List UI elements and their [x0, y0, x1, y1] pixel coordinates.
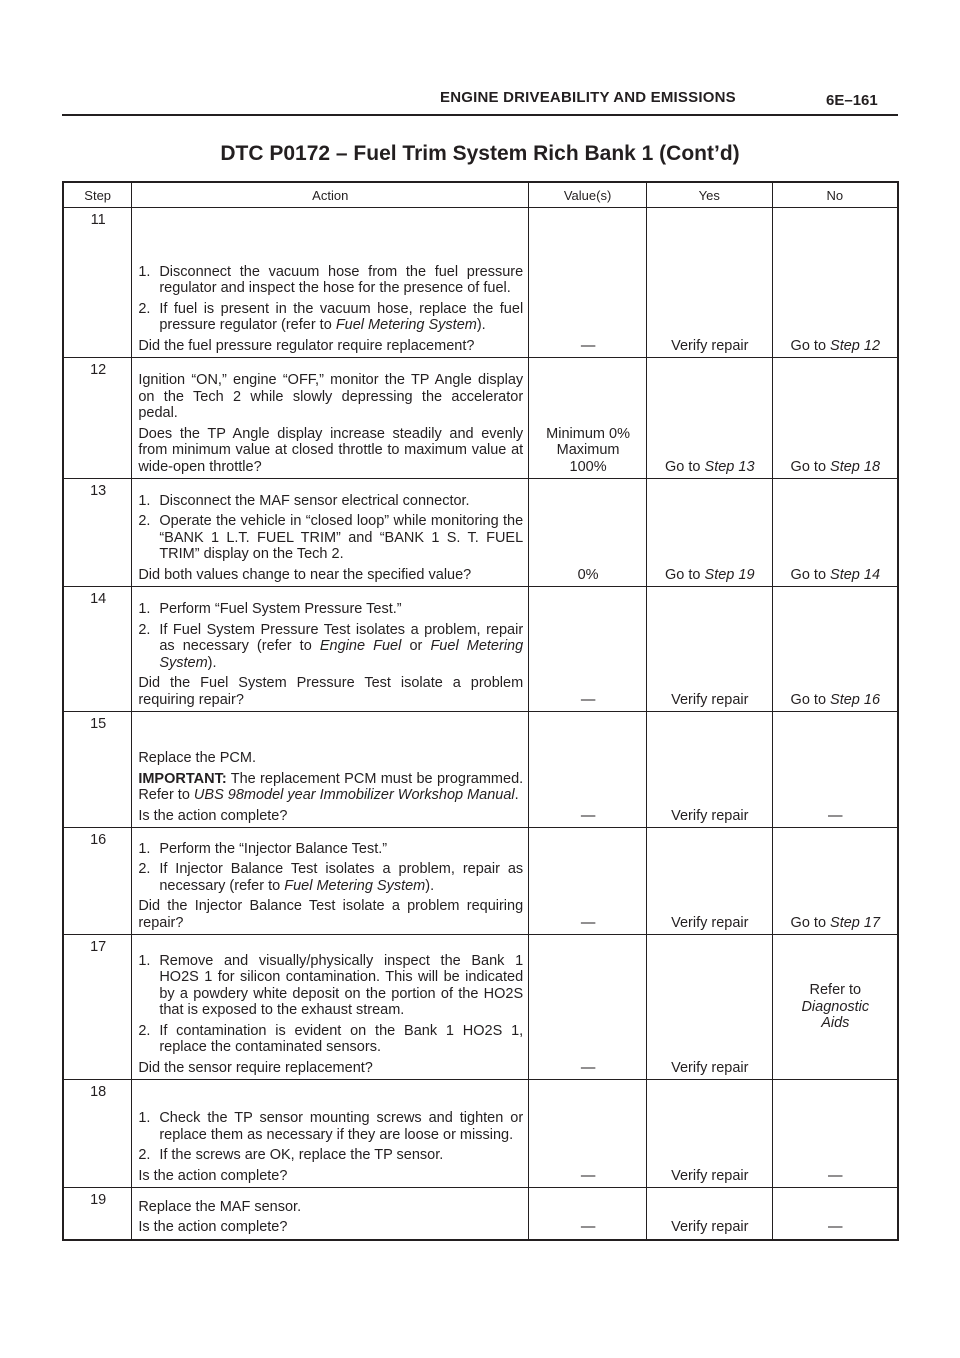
item-text: If the screws are OK, replace the TP sensor.	[159, 1147, 444, 1163]
action-question: Did the fuel pressure regulator require replacement?	[138, 337, 475, 354]
step-reference: Step 18	[830, 458, 881, 475]
step-number: 17	[63, 935, 132, 1080]
action-item	[138, 953, 523, 1019]
action-item	[138, 493, 523, 510]
table-row	[63, 1080, 898, 1188]
no-cell	[772, 828, 898, 935]
step-number: 13	[63, 479, 132, 587]
important-note	[138, 771, 523, 804]
page-number: 6E–161	[826, 92, 878, 109]
text-fragment: Go to	[790, 566, 831, 583]
item-number: 1.	[138, 492, 151, 509]
no-cell	[772, 935, 898, 1080]
action-text: Replace the MAF sensor.	[138, 1198, 302, 1215]
table-row	[63, 358, 898, 479]
column-header-no: No	[772, 182, 898, 208]
item-text: Perform “Fuel System Pressure Test.”	[159, 601, 402, 617]
text-fragment: or	[401, 638, 431, 654]
text-fragment: Refer to	[809, 982, 862, 999]
action-question: Did the Injector Balance Test isolate a problem requiring repair?	[138, 898, 524, 931]
no-cell: —	[772, 712, 898, 828]
manual-reference: UBS 98model year Immobilizer Workshop Manual	[193, 787, 515, 803]
no-cell	[772, 479, 898, 587]
text-fragment: Go to	[665, 566, 705, 583]
action-item	[138, 1023, 523, 1056]
action-question: Is the action complete?	[138, 1219, 288, 1235]
item-text: If contamination is evident on the Bank 1 HO2S 1, replace the contaminated sensors.	[159, 1022, 524, 1055]
column-header-step: Step	[63, 182, 132, 208]
table-row	[63, 828, 898, 935]
column-header-values: Value(s)	[529, 182, 647, 208]
table-row	[63, 712, 898, 828]
step-number: 14	[63, 587, 132, 712]
action-cell	[132, 1080, 529, 1188]
text-fragment: ).	[425, 877, 435, 894]
table-header-row	[63, 182, 898, 208]
value-line: Minimum 0%	[546, 425, 630, 442]
yes-cell: Verify repair	[646, 1080, 772, 1188]
value-cell: —	[529, 1188, 647, 1240]
yes-cell	[646, 358, 772, 479]
step-number: 11	[63, 208, 132, 358]
item-number: 2.	[138, 300, 151, 317]
value-line: Maximum	[556, 442, 620, 458]
item-text: Disconnect the MAF sensor electrical connector.	[159, 492, 470, 509]
no-cell	[772, 358, 898, 479]
action-text: Replace the PCM.	[138, 750, 256, 766]
text-fragment: .	[514, 787, 519, 803]
yes-cell: Verify repair	[646, 587, 772, 712]
manual-reference: Fuel Metering System	[159, 638, 524, 671]
text-fragment: If Injector Balance Test isolates a problem, repair as necessary (refer to	[159, 861, 524, 894]
action-item	[138, 513, 523, 563]
step-reference: Step 17	[830, 914, 881, 931]
action-item	[138, 601, 523, 618]
value-line: 100%	[569, 458, 607, 475]
step-number: 15	[63, 712, 132, 828]
diagnostic-table	[62, 181, 899, 1241]
action-cell	[132, 587, 529, 712]
action-cell	[132, 358, 529, 479]
value-cell: —	[529, 1080, 647, 1188]
item-number: 1.	[138, 952, 151, 969]
no-cell	[772, 587, 898, 712]
action-item	[138, 301, 523, 334]
important-label: IMPORTANT:	[138, 770, 227, 787]
item-text	[159, 622, 523, 672]
yes-cell	[646, 479, 772, 587]
item-number: 2.	[138, 621, 151, 638]
action-question: Did the Fuel System Pressure Test isolate a problem requiring repair?	[138, 675, 524, 708]
table-row	[63, 1188, 898, 1240]
action-question: Does the TP Angle display increase steadily and evenly from minimum value at closed throttle to maximum value at wide-open throttle?	[138, 425, 524, 475]
table-row	[63, 479, 898, 587]
action-text: Ignition “ON,” engine “OFF,” monitor the TP Angle display on the Tech 2 while slowly depressing the accelerator pedal.	[138, 372, 524, 421]
header-rule	[62, 114, 898, 116]
action-item	[138, 861, 523, 894]
action-item	[138, 1147, 523, 1164]
action-question: Is the action complete?	[138, 807, 288, 824]
manual-reference: Fuel Metering System	[284, 877, 426, 894]
action-question: Did both values change to near the specified value?	[138, 566, 472, 583]
text-fragment: If fuel is present in the vacuum hose, replace the fuel pressure regulator (refer to	[159, 300, 524, 333]
item-number: 1.	[138, 263, 151, 280]
step-reference: Step 19	[704, 566, 755, 583]
manual-reference: Diagnostic Aids	[801, 998, 870, 1032]
yes-cell: Verify repair	[646, 935, 772, 1080]
document-title: DTC P0172 – Fuel Trim System Rich Bank 1 (Cont’d)	[220, 142, 740, 165]
item-number: 1.	[138, 840, 151, 857]
yes-cell: Verify repair	[646, 1188, 772, 1240]
item-number: 2.	[138, 1147, 151, 1163]
action-cell	[132, 479, 529, 587]
item-number: 2.	[138, 1022, 151, 1039]
column-header-action: Action	[132, 182, 529, 208]
action-question: Is the action complete?	[138, 1167, 288, 1184]
manual-reference: Fuel Metering System	[335, 317, 477, 333]
value-cell	[529, 358, 647, 479]
yes-cell: Verify repair	[646, 208, 772, 358]
text-fragment: Go to	[790, 914, 831, 931]
item-number: 2.	[138, 513, 151, 529]
manual-reference: Engine Fuel	[319, 638, 402, 654]
no-cell: —	[772, 1188, 898, 1240]
text-fragment: ).	[476, 317, 486, 333]
value-cell: —	[529, 712, 647, 828]
value-cell: —	[529, 208, 647, 358]
step-reference: Step 14	[830, 566, 881, 583]
step-reference: Step 12	[830, 337, 881, 354]
step-reference: Step 13	[704, 458, 755, 475]
item-number: 2.	[138, 861, 151, 877]
text-fragment: Go to	[665, 458, 705, 475]
section-title: ENGINE DRIVEABILITY AND EMISSIONS	[440, 89, 736, 106]
step-number: 19	[63, 1188, 132, 1240]
text-fragment: Go to	[790, 458, 831, 475]
action-item	[138, 264, 523, 297]
text-fragment: If Fuel System Pressure Test isolates a problem, repair as necessary (refer to	[159, 621, 524, 654]
action-cell	[132, 828, 529, 935]
value-cell: 0%	[529, 479, 647, 587]
item-text: Operate the vehicle in “closed loop” while monitoring the “BANK 1 L.T. FUEL TRIM” and “BANK 1 S. T. FUEL TRIM” display on the Tech 2.	[159, 513, 524, 562]
item-text	[159, 861, 523, 894]
item-number: 1.	[138, 601, 151, 617]
table-row	[63, 208, 898, 358]
step-reference: Step 16	[830, 691, 881, 708]
item-text: Remove and visually/physically inspect the Bank 1 HO2S 1 for silicon contamination. This will be indicated by a powdery white deposit on the portion of the HO2S that is exposed to the exhaust stream.	[159, 952, 524, 1018]
column-header-yes: Yes	[646, 182, 772, 208]
item-text: Check the TP sensor mounting screws and tighten or replace them as necessary if they are loose or missing.	[159, 1110, 524, 1143]
value-cell: —	[529, 828, 647, 935]
step-number: 12	[63, 358, 132, 479]
action-item	[138, 1110, 523, 1143]
action-item	[138, 841, 523, 858]
item-text	[159, 301, 523, 334]
action-cell	[132, 712, 529, 828]
item-text: Perform the “Injector Balance Test.”	[159, 840, 388, 857]
item-number: 1.	[138, 1110, 151, 1126]
value-cell: —	[529, 935, 647, 1080]
no-cell	[772, 208, 898, 358]
no-cell: —	[772, 1080, 898, 1188]
text-fragment: The replacement PCM must be programmed. Refer to	[138, 770, 524, 803]
table-row	[63, 935, 898, 1080]
step-number: 16	[63, 828, 132, 935]
text-fragment: ).	[207, 654, 217, 671]
step-number: 18	[63, 1080, 132, 1188]
item-text: Disconnect the vacuum hose from the fuel pressure regulator and inspect the hose for the presence of fuel.	[159, 263, 524, 296]
text-fragment: Go to	[790, 691, 831, 708]
action-cell	[132, 1188, 529, 1240]
yes-cell: Verify repair	[646, 828, 772, 935]
action-cell	[132, 935, 529, 1080]
action-question: Did the sensor require replacement?	[138, 1059, 373, 1076]
text-fragment: Go to	[790, 337, 831, 354]
yes-cell: Verify repair	[646, 712, 772, 828]
action-item	[138, 622, 523, 672]
value-cell: —	[529, 587, 647, 712]
action-cell	[132, 208, 529, 358]
table-row	[63, 587, 898, 712]
